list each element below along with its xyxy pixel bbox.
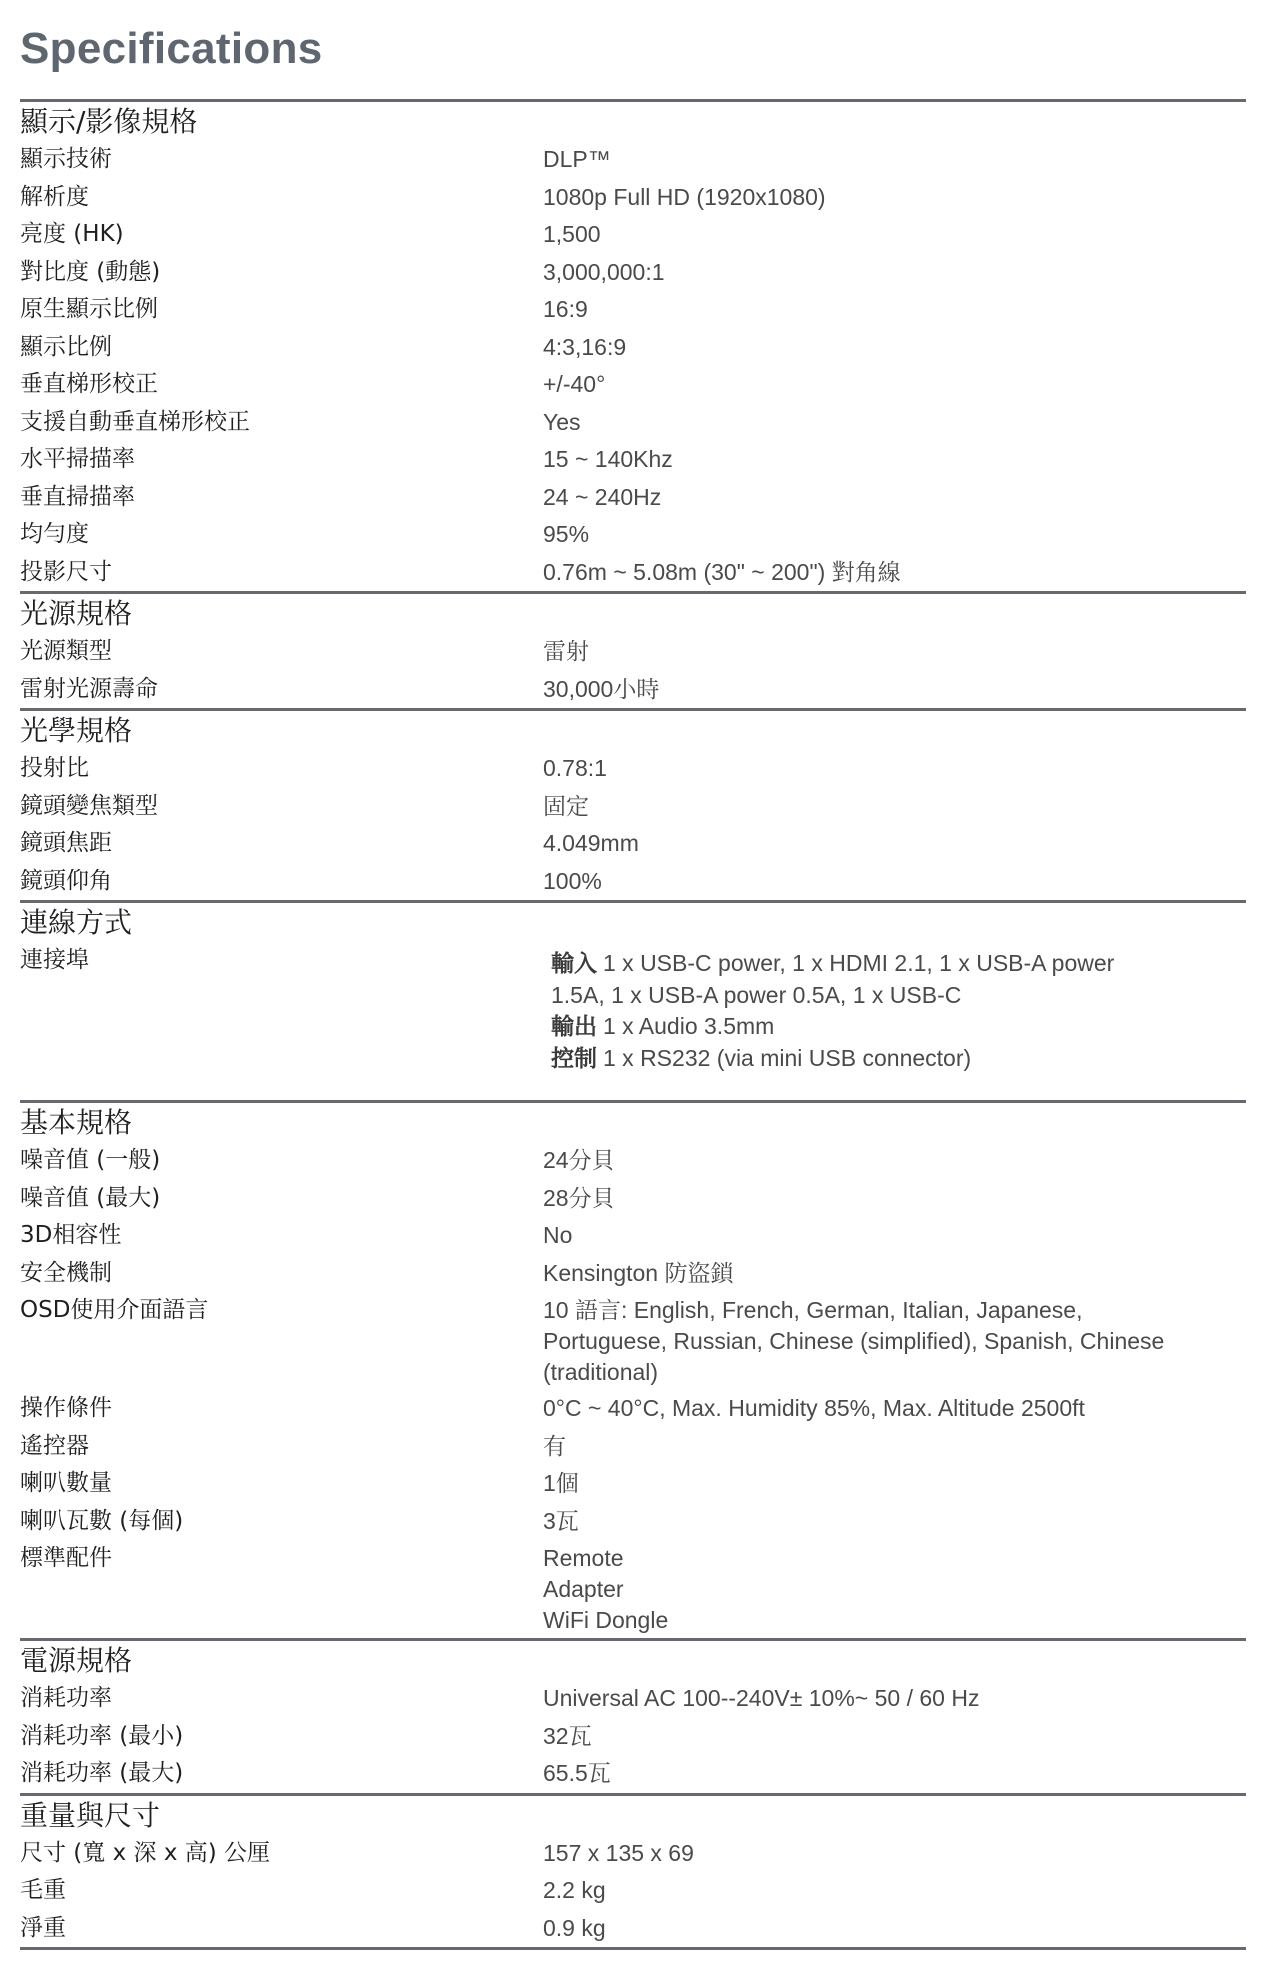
spec-label: 消耗功率 (最小) [20,1722,184,1749]
spec-value: 0.9 kg [543,1914,606,1941]
spec-row [20,1390,1246,1428]
spec-value: Universal AC 100--240V± 10%~ 50 / 60 Hz [543,1685,980,1711]
spec-row [20,254,1246,292]
spec-row [20,671,1246,709]
port-control-value: 1 x RS232 (via mini USB connector) [603,1045,972,1071]
spec-label: 原生顯示比例 [20,296,158,322]
spec-row [20,633,1246,671]
spec-value-osd [543,1292,1246,1390]
spec-value: DLP™ [543,146,611,172]
spec-value: 15 ~ 140Khz [543,446,673,472]
spec-value: 157 x 135 x 69 [543,1839,694,1866]
spec-value: +/-40° [543,371,606,397]
spec-value: 24分貝 [543,1147,615,1173]
accessory-item: Remote [543,1545,624,1571]
port-input-value: 1 x USB-C power, 1 x HDMI 2.1, 1 x USB-A power [603,950,1115,976]
spec-row [20,1718,1246,1756]
spec-label: 鏡頭焦距 [20,830,112,856]
section-title: 顯示/影像規格 [20,105,198,138]
spec-value: 95% [543,521,590,547]
spec-value: 有 [543,1432,566,1459]
section-title: 基本規格 [20,1106,133,1139]
spec-row [20,1217,1246,1255]
section-title: 光源規格 [20,597,133,630]
spec-row [20,1428,1246,1466]
spec-label: 投影尺寸 [20,558,112,585]
spec-value: 0°C ~ 40°C, Max. Humidity 85%, Max. Altitude 2500ft [543,1395,1085,1421]
spec-row [20,329,1246,367]
spec-label: OSD使用介面語言 [20,1297,209,1323]
spec-value: No [543,1222,573,1248]
port-output-tag: 輸出 [551,1014,597,1040]
spec-value: 1080p Full HD (1920x1080) [543,183,826,210]
spec-row [20,1910,1246,1948]
spec-label: 支援自動垂直梯形校正 [20,408,250,435]
spec-row [20,479,1246,517]
spec-label: 遙控器 [20,1432,89,1459]
spec-label: 尺寸 (寬 x 深 x 高) 公厘 [20,1839,271,1866]
port-control-tag: 控制 [551,1046,597,1072]
spec-label: 消耗功率 [20,1685,112,1711]
spec-row [20,1680,1246,1718]
port-output-line [551,1011,1246,1043]
spec-row [20,1755,1246,1793]
spec-row [20,216,1246,254]
osd-line: 10 語言: English, French, German, Italian, Japanese, [543,1297,1083,1323]
port-input-line [551,948,1246,980]
spec-row [20,1465,1246,1503]
port-input-line-2: 1.5A, 1 x USB-A power 0.5A, 1 x USB-C [551,982,962,1008]
spec-label: 垂直梯形校正 [20,371,158,397]
spec-row [20,141,1246,179]
spec-row [20,1835,1246,1873]
spec-label: 喇叭瓦數 (每個) [20,1507,184,1534]
spec-label: 雷射光源壽命 [20,675,158,702]
spec-value: 0.78:1 [543,755,607,781]
port-input-tag: 輸入 [551,951,597,977]
osd-line: (traditional) [543,1359,659,1385]
spec-value: 0.76m ~ 5.08m (30" ~ 200") 對角線 [543,558,901,585]
spec-row [20,404,1246,442]
spec-label: 噪音值 (一般) [20,1147,161,1173]
section-title: 電源規格 [20,1644,133,1677]
spec-row [20,441,1246,479]
section-connectivity [20,900,1246,1100]
spec-value: 1,500 [543,221,601,247]
port-control-line [551,1043,1246,1075]
spec-value: 65.5瓦 [543,1760,611,1786]
spec-value: 24 ~ 240Hz [543,483,662,510]
spec-value: 3,000,000:1 [543,258,665,285]
spec-label: 亮度 (HK) [20,221,124,247]
spec-label: 顯示比例 [20,333,112,360]
spec-row [20,942,1246,1100]
spec-row [20,788,1246,826]
spec-value: 雷射 [543,638,589,664]
spec-value: 16:9 [543,296,588,322]
spec-label: 消耗功率 (最大) [20,1760,184,1786]
spec-label: 連接埠 [20,947,89,973]
spec-value: 30,000小時 [543,675,660,702]
spec-row-osd [20,1292,1246,1390]
spec-label: 顯示技術 [20,146,112,172]
port-list [543,942,1246,1100]
spec-label: 毛重 [20,1877,66,1903]
spec-row [20,825,1246,863]
spec-row [20,1180,1246,1218]
spec-label: 操作條件 [20,1395,112,1421]
spec-label: 標準配件 [20,1545,112,1571]
spec-row [20,1503,1246,1541]
spec-row [20,1872,1246,1910]
spec-value: Kensington 防盜鎖 [543,1259,734,1286]
spec-value: 2.2 kg [543,1877,606,1903]
spec-label: 淨重 [20,1914,66,1941]
spec-label: 安全機制 [20,1259,112,1286]
section-title: 光學規格 [20,714,133,747]
osd-line: Portuguese, Russian, Chinese (simplified), Spanish, Chinese [543,1328,1165,1354]
spec-label: 垂直掃描率 [20,483,135,510]
section-title: 連線方式 [20,906,133,939]
spec-label: 均勻度 [20,521,89,547]
spec-row [20,366,1246,404]
spec-value: 32瓦 [543,1722,592,1749]
spec-label: 喇叭數量 [20,1470,112,1496]
spec-row [20,1255,1246,1293]
spec-value: 4.049mm [543,830,639,856]
section-basic [20,1100,1246,1638]
section-weight-dimensions [20,1793,1246,1951]
page-title: Specifications [20,24,323,73]
spec-row [20,291,1246,329]
spec-row [20,863,1246,901]
spec-label: 水平掃描率 [20,446,135,472]
spec-value: Yes [543,408,581,435]
spec-row [20,554,1246,592]
spec-value: 100% [543,867,602,894]
spec-label: 噪音值 (最大) [20,1184,161,1211]
spec-value: 4:3,16:9 [543,333,627,360]
spec-row [20,516,1246,554]
spec-label: 鏡頭仰角 [20,867,112,894]
spec-row [20,750,1246,788]
spec-label: 3D相容性 [20,1222,122,1248]
spec-label: 投射比 [20,755,89,781]
accessory-item: Adapter [543,1576,624,1602]
port-output-value: 1 x Audio 3.5mm [603,1013,775,1039]
spec-row [20,179,1246,217]
section-display [20,99,1246,591]
spec-value: 固定 [543,792,589,819]
spec-label: 對比度 (動態) [20,258,161,285]
section-power [20,1638,1246,1793]
spec-row [20,1142,1246,1180]
spec-row-accessories [20,1540,1246,1638]
accessory-item: WiFi Dongle [543,1607,669,1633]
section-title: 重量與尺寸 [20,1798,161,1832]
spec-value: 3瓦 [543,1507,579,1534]
spec-label: 鏡頭變焦類型 [20,792,158,819]
section-optics [20,708,1246,900]
spec-label: 解析度 [20,183,89,210]
spec-label: 光源類型 [20,638,112,664]
spec-value-accessories [543,1540,1246,1638]
spec-value: 1個 [543,1470,579,1496]
section-light-source [20,591,1246,708]
spec-table [20,99,1246,1950]
spec-value: 28分貝 [543,1184,615,1211]
